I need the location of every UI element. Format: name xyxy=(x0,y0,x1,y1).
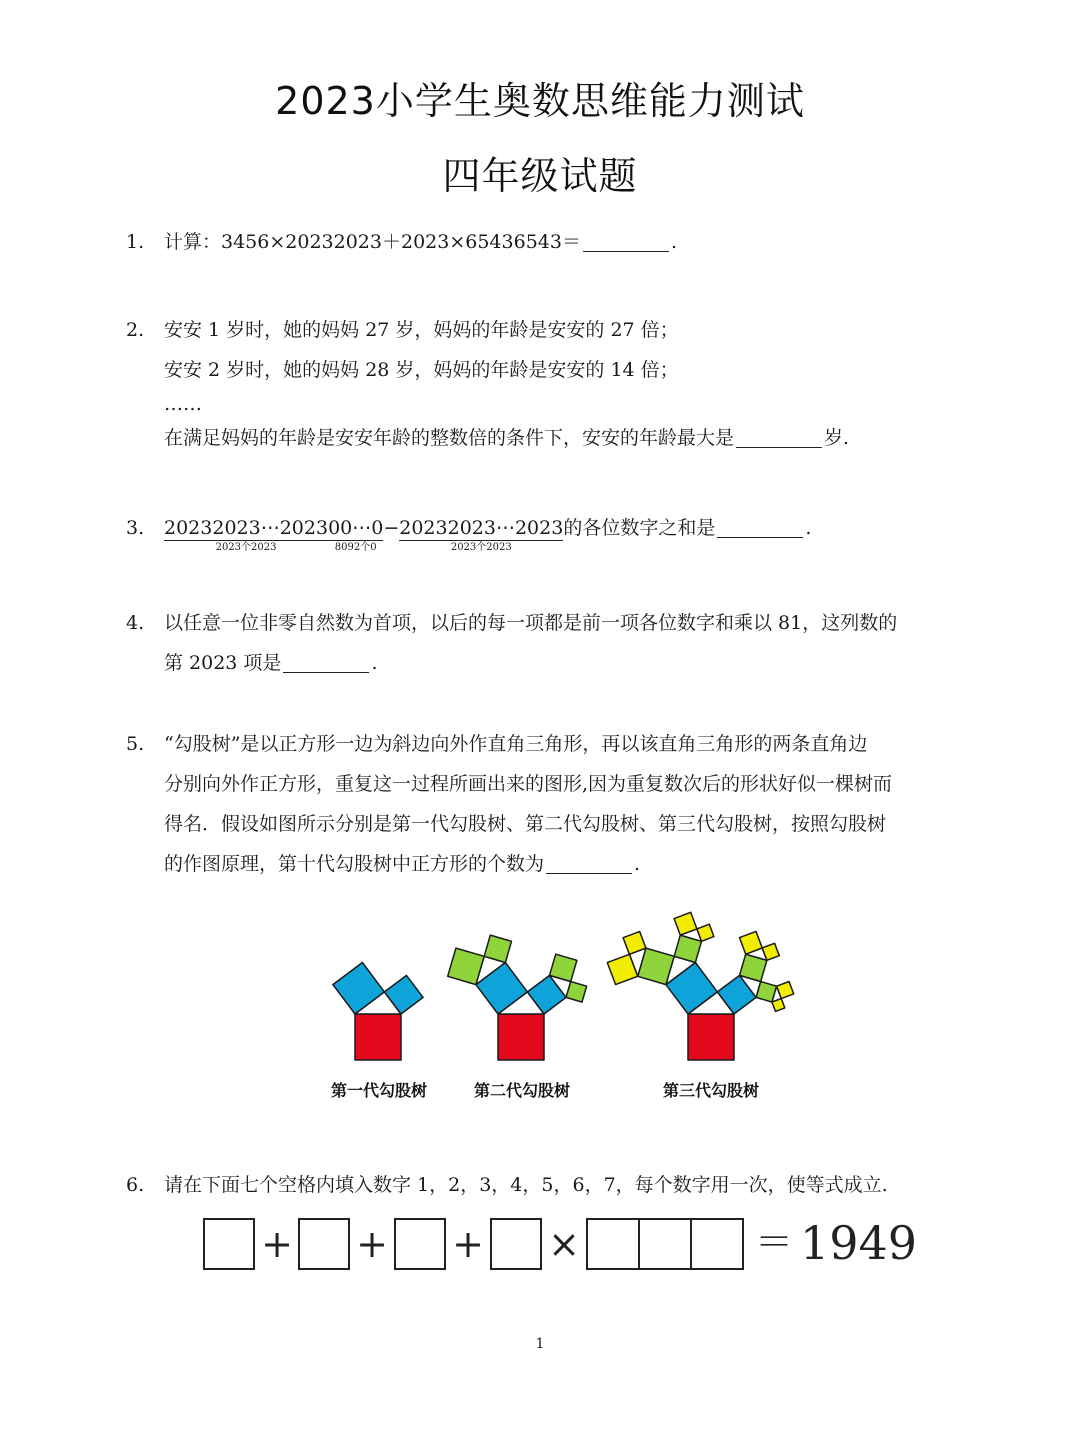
answer-blank[interactable] xyxy=(736,423,822,448)
tree1-square-gen0 xyxy=(355,1014,401,1060)
page-number: 1 xyxy=(535,1336,545,1352)
answer-blank[interactable] xyxy=(717,513,803,538)
question-6 xyxy=(126,1165,956,1205)
underbrace-term-1: 20232023⋯2023 2023个2023 xyxy=(164,517,329,553)
question-end: . xyxy=(371,652,378,674)
question-number: 3. xyxy=(126,517,145,539)
equals-sign: ＝ xyxy=(754,1220,793,1264)
question-number: 1. xyxy=(126,231,145,253)
digit-box-1[interactable] xyxy=(203,1218,255,1270)
question-text-line: 安安 2 岁时，她的妈妈 28 岁，妈妈的年龄是安安的 14 倍； xyxy=(164,359,679,381)
answer-blank[interactable] xyxy=(283,648,369,673)
page-subtitle: 四年级试题 xyxy=(442,154,638,198)
digit-box-7[interactable] xyxy=(690,1218,744,1270)
pythagoras-tree-figure xyxy=(0,880,1080,1080)
question-number: 2. xyxy=(126,319,145,341)
times-sign: × xyxy=(548,1222,580,1266)
question-text-line: 请在下面七个空格内填入数字 1，2，3，4，5，6，7，每个数字用一次，使等式成立. xyxy=(164,1174,888,1196)
equation-result: 1949 xyxy=(800,1216,918,1270)
ellipsis: …… xyxy=(164,393,202,415)
plus-sign: + xyxy=(261,1222,293,1266)
question-end: . xyxy=(670,231,678,253)
question-number: 4. xyxy=(126,612,145,634)
underbrace-term-2: 00⋯0 8092个0 xyxy=(328,517,384,553)
digit-box-3[interactable] xyxy=(394,1218,446,1270)
tree3-square-gen0 xyxy=(688,1014,734,1060)
plus-sign: + xyxy=(356,1222,388,1266)
underbrace-caption: 2023个2023 xyxy=(215,542,277,553)
digit-box-6[interactable] xyxy=(638,1218,692,1270)
question-4 xyxy=(126,603,956,683)
minus-sign: − xyxy=(383,517,400,539)
question-number: 5. xyxy=(126,733,145,755)
tree-caption-gen1: 第一代勾股树 xyxy=(330,1081,427,1100)
tree2-square-gen0 xyxy=(498,1014,544,1060)
page-title: 2023小学生奥数思维能力测试 xyxy=(275,79,805,123)
tree2-square-gen2 xyxy=(566,982,587,1003)
digit-box-2[interactable] xyxy=(298,1218,350,1270)
question-end: 岁. xyxy=(824,427,850,449)
question-2 xyxy=(126,310,956,458)
question-text: 第 2023 项是 xyxy=(164,652,282,674)
question-text: 的各位数字之和是 xyxy=(563,517,716,539)
answer-blank[interactable] xyxy=(583,227,669,252)
question-text: 计算：3456×20232023＋2023×65436543＝ xyxy=(164,231,581,253)
question-text-line: 以任意一位非零自然数为首项，以后的每一项都是前一项各位数字和乘以 81，这列数的 xyxy=(164,612,898,634)
underbrace-caption: 2023个2023 xyxy=(450,542,512,553)
question-end: . xyxy=(805,517,812,539)
question-text: 在满足妈妈的年龄是安安年龄的整数倍的条件下，安安的年龄最大是 xyxy=(164,427,735,449)
plus-sign: + xyxy=(452,1222,484,1266)
question-3 xyxy=(126,508,956,553)
question-number: 6. xyxy=(126,1174,145,1196)
question-text-line: 安安 1 岁时，她的妈妈 27 岁，妈妈的年龄是安安的 27 倍； xyxy=(164,319,679,341)
underbrace-caption: 8092个0 xyxy=(334,542,377,553)
underbrace-term-3: 20232023⋯2023 2023个2023 xyxy=(399,517,564,553)
digit-box-4[interactable] xyxy=(490,1218,542,1270)
question-text-line: 分别向外作正方形，重复这一过程所画出来的图形,因为重复数次后的形状好似一棵树而 xyxy=(164,773,893,795)
tree-caption-gen3: 第三代勾股树 xyxy=(662,1081,759,1100)
digit-box-5[interactable] xyxy=(586,1218,640,1270)
question-text-line: “勾股树”是以正方形一边为斜边向外作直角三角形，再以该直角三角形的两条直角边 xyxy=(164,733,868,755)
tree-caption-gen2: 第二代勾股树 xyxy=(473,1081,570,1100)
question-text: 的作图原理，第十代勾股树中正方形的个数为 xyxy=(164,853,545,875)
question-1 xyxy=(126,222,956,262)
question-end: . xyxy=(634,853,641,875)
question-5 xyxy=(126,724,956,884)
question-text-line: 得名．假设如图所示分别是第一代勾股树、第二代勾股树、第三代勾股树，按照勾股树 xyxy=(164,813,887,835)
answer-blank[interactable] xyxy=(546,849,632,874)
